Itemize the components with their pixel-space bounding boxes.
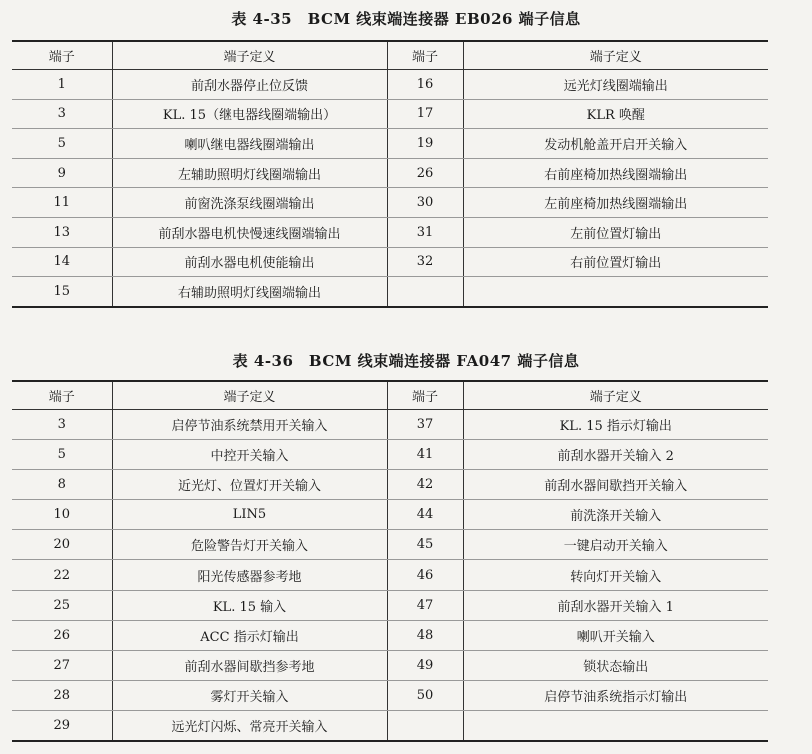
terminal-definition-cell: 启停节油系统禁用开关输入 [112,410,387,440]
terminal-number-cell [387,277,463,307]
terminal-definition-cell: 锁状态输出 [463,650,768,680]
terminal-definition-cell: 中控开关输入 [112,440,387,470]
column-header-terminal: 端子 [12,381,112,410]
terminal-number-cell: 9 [12,158,112,188]
terminal-definition-cell: 近光灯、位置灯开关输入 [112,470,387,500]
terminal-definition-cell: 阳光传感器参考地 [112,560,387,590]
table-row [12,158,768,188]
terminal-definition-cell: 发动机舱盖开启开关输入 [463,129,768,159]
terminal-number-cell: 25 [12,590,112,620]
terminal-definition-cell: KL. 15 输入 [112,590,387,620]
terminal-definition-cell: 前刮水器电机使能输出 [112,247,387,277]
terminal-definition-cell: 前刮水器开关输入 2 [463,440,768,470]
terminal-number-cell: 46 [387,560,463,590]
terminal-number-cell: 5 [12,129,112,159]
terminal-number-cell: 30 [387,188,463,218]
terminal-number-cell: 3 [12,410,112,440]
terminal-number-cell: 11 [12,188,112,218]
terminal-number-cell: 19 [387,129,463,159]
table-row [12,70,768,100]
terminal-definition-cell: KL. 15 指示灯输出 [463,410,768,440]
table-row [12,650,768,680]
terminal-number-cell: 32 [387,247,463,277]
terminal-number-cell: 41 [387,440,463,470]
terminal-definition-cell: 前刮水器电机快慢速线圈端输出 [112,217,387,247]
terminal-definition-cell: 前洗涤开关输入 [463,500,768,530]
table-caption: 表 4-36 BCM 线束端连接器 FA047 端子信息 [232,352,580,370]
table-row [12,620,768,650]
terminal-definition-cell: 喇叭开关输入 [463,620,768,650]
terminal-number-cell: 29 [53,717,71,733]
terminal-number-cell: 31 [387,217,463,247]
terminal-number-cell: 42 [387,470,463,500]
terminal-definition-cell [463,277,768,307]
terminal-definition-cell: 右前座椅加热线圈端输出 [463,158,768,188]
table-row [12,530,768,560]
terminal-number-cell: 37 [387,410,463,440]
table-row [12,500,768,530]
table-row [12,590,768,620]
terminal-definition-cell: 转向灯开关输入 [463,560,768,590]
column-header-terminal: 端子 [387,41,463,70]
terminal-definition-cell: 前刮水器停止位反馈 [112,70,387,100]
table-row [12,217,768,247]
terminal-definition-cell: 前窗洗涤泵线圈端输出 [112,188,387,218]
terminal-definition-cell: 左辅助照明灯线圈端输出 [112,158,387,188]
table-row [12,560,768,590]
terminal-definition-cell: 左前位置灯输出 [463,217,768,247]
table-row [12,440,768,470]
terminal-number-cell: 47 [387,590,463,620]
terminal-number-cell: 14 [12,247,112,277]
terminal-definition-cell: 远光灯线圈端输出 [463,70,768,100]
terminal-definition-cell: 雾灯开关输入 [112,680,387,710]
header-row [12,41,768,70]
column-header-definition: 端子定义 [463,381,768,410]
terminal-definition-cell: 远光灯闪烁、常亮开关输入 [112,710,387,741]
terminal-number-cell: 26 [12,620,112,650]
terminal-number-cell: 45 [387,530,463,560]
terminal-definition-cell: 右前位置灯输出 [463,247,768,277]
terminal-number-cell [387,710,463,741]
terminal-number-cell: 16 [387,70,463,100]
table-row [12,129,768,159]
terminal-number-cell: 20 [12,530,112,560]
table-row [12,188,768,218]
terminal-definition-cell: 危险警告灯开关输入 [112,530,387,560]
table-row [12,99,768,129]
terminal-number-cell: 48 [387,620,463,650]
terminal-number-cell: 28 [12,680,112,710]
terminal-number-cell: 26 [387,158,463,188]
terminal-definition-cell: 前刮水器开关输入 1 [463,590,768,620]
terminal-number-cell: 27 [12,650,112,680]
column-header-terminal: 端子 [12,41,112,70]
table-row [12,247,768,277]
terminal-definition-cell: 右辅助照明灯线圈端输出 [112,277,387,307]
table-row [12,410,768,440]
terminal-number-cell: 5 [12,440,112,470]
terminal-number-cell: 8 [12,470,112,500]
terminal-definition-cell: 左前座椅加热线圈端输出 [463,188,768,218]
terminal-definition-cell: 喇叭继电器线圈端输出 [112,129,387,159]
terminal-table-fa047 [12,380,768,742]
terminal-number-cell: 15 [53,283,71,299]
column-header-definition: 端子定义 [112,381,387,410]
column-header-definition: 端子定义 [463,41,768,70]
terminal-definition-cell: LIN5 [112,500,387,530]
terminal-definition-cell: 前刮水器间歇挡开关输入 [463,470,768,500]
terminal-definition-cell [463,710,768,741]
terminal-definition-cell: ACC 指示灯输出 [112,620,387,650]
header-row [12,381,768,410]
terminal-definition-cell: 一键启动开关输入 [463,530,768,560]
terminal-number-cell: 50 [387,680,463,710]
terminal-definition-cell: 启停节油系统指示灯输出 [463,680,768,710]
table-row [12,470,768,500]
terminal-number-cell: 49 [387,650,463,680]
terminal-definition-cell: KL. 15（继电器线圈端输出） [112,99,387,129]
table-caption: 表 4-35 BCM 线束端连接器 EB026 端子信息 [231,10,581,28]
terminal-number-cell: 44 [387,500,463,530]
terminal-table-eb026 [12,40,768,308]
terminal-number-cell: 1 [12,70,112,100]
terminal-definition-cell: 前刮水器间歇挡参考地 [112,650,387,680]
terminal-definition-cell: KLR 唤醒 [463,99,768,129]
terminal-number-cell: 13 [12,217,112,247]
column-header-terminal: 端子 [387,381,463,410]
terminal-number-cell: 3 [12,99,112,129]
table-row [12,680,768,710]
table-row [12,277,768,307]
terminal-number-cell: 22 [12,560,112,590]
table-row [12,710,768,741]
terminal-number-cell: 10 [12,500,112,530]
terminal-number-cell: 17 [387,99,463,129]
column-header-definition: 端子定义 [112,41,387,70]
